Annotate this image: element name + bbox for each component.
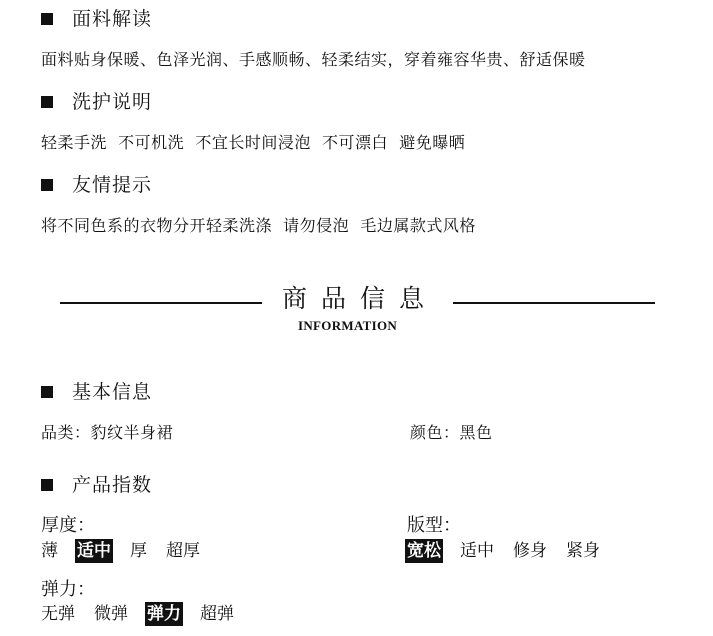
option-elasticity-1: 微弹 [94, 604, 128, 624]
bullet-square-icon [41, 96, 53, 108]
option-fit-0: 宽松 [407, 541, 441, 561]
option-thickness-3: 超厚 [166, 541, 200, 561]
washing-section-title: 洗护说明 [72, 91, 153, 113]
option-elasticity-2: 弹力 [147, 604, 181, 624]
bullet-square-icon [41, 479, 53, 491]
option-elasticity-3: 超弹 [200, 604, 234, 624]
elasticity-options [39, 602, 251, 626]
header-rule-left [60, 302, 262, 304]
thickness-options [39, 539, 217, 563]
washing-instructions: 轻柔手洗 不可机洗 不宜长时间浸泡 不可漂白 避免曝晒 [41, 133, 466, 152]
bullet-square-icon [41, 386, 53, 398]
option-fit-1: 适中 [460, 541, 494, 561]
bullet-square-icon [41, 13, 53, 25]
thickness-label: 厚度： [41, 515, 95, 536]
fit-label: 版型： [407, 515, 461, 536]
bullet-square-icon [41, 179, 53, 191]
option-thickness-1: 适中 [77, 541, 111, 561]
product-index-title: 产品指数 [72, 474, 153, 496]
fit-options [405, 539, 617, 563]
option-fit-2: 修身 [513, 541, 547, 561]
option-elasticity-0: 无弹 [41, 604, 75, 624]
option-thickness-0: 薄 [41, 541, 58, 561]
category-value: 品类：豹纹半身裙 [41, 423, 174, 442]
option-fit-3: 紧身 [566, 541, 600, 561]
tips-text: 将不同色系的衣物分开轻柔洗涤 请勿侵泡 毛边属款式风格 [41, 216, 476, 235]
elasticity-label: 弹力： [41, 579, 95, 600]
fabric-section-title: 面料解读 [72, 8, 153, 30]
header-rule-right [453, 302, 655, 304]
info-header-title: 商品信息 [282, 284, 439, 313]
fabric-description: 面料贴身保暖、色泽光润、手感顺畅、轻柔结实，穿着雍容华贵、舒适保暖 [41, 50, 586, 69]
option-thickness-2: 厚 [130, 541, 147, 561]
basic-info-title: 基本信息 [72, 381, 153, 403]
tips-section-title: 友情提示 [72, 174, 153, 196]
color-value: 颜色：黑色 [410, 423, 493, 442]
info-header-subtitle: INFORMATION [298, 318, 398, 333]
